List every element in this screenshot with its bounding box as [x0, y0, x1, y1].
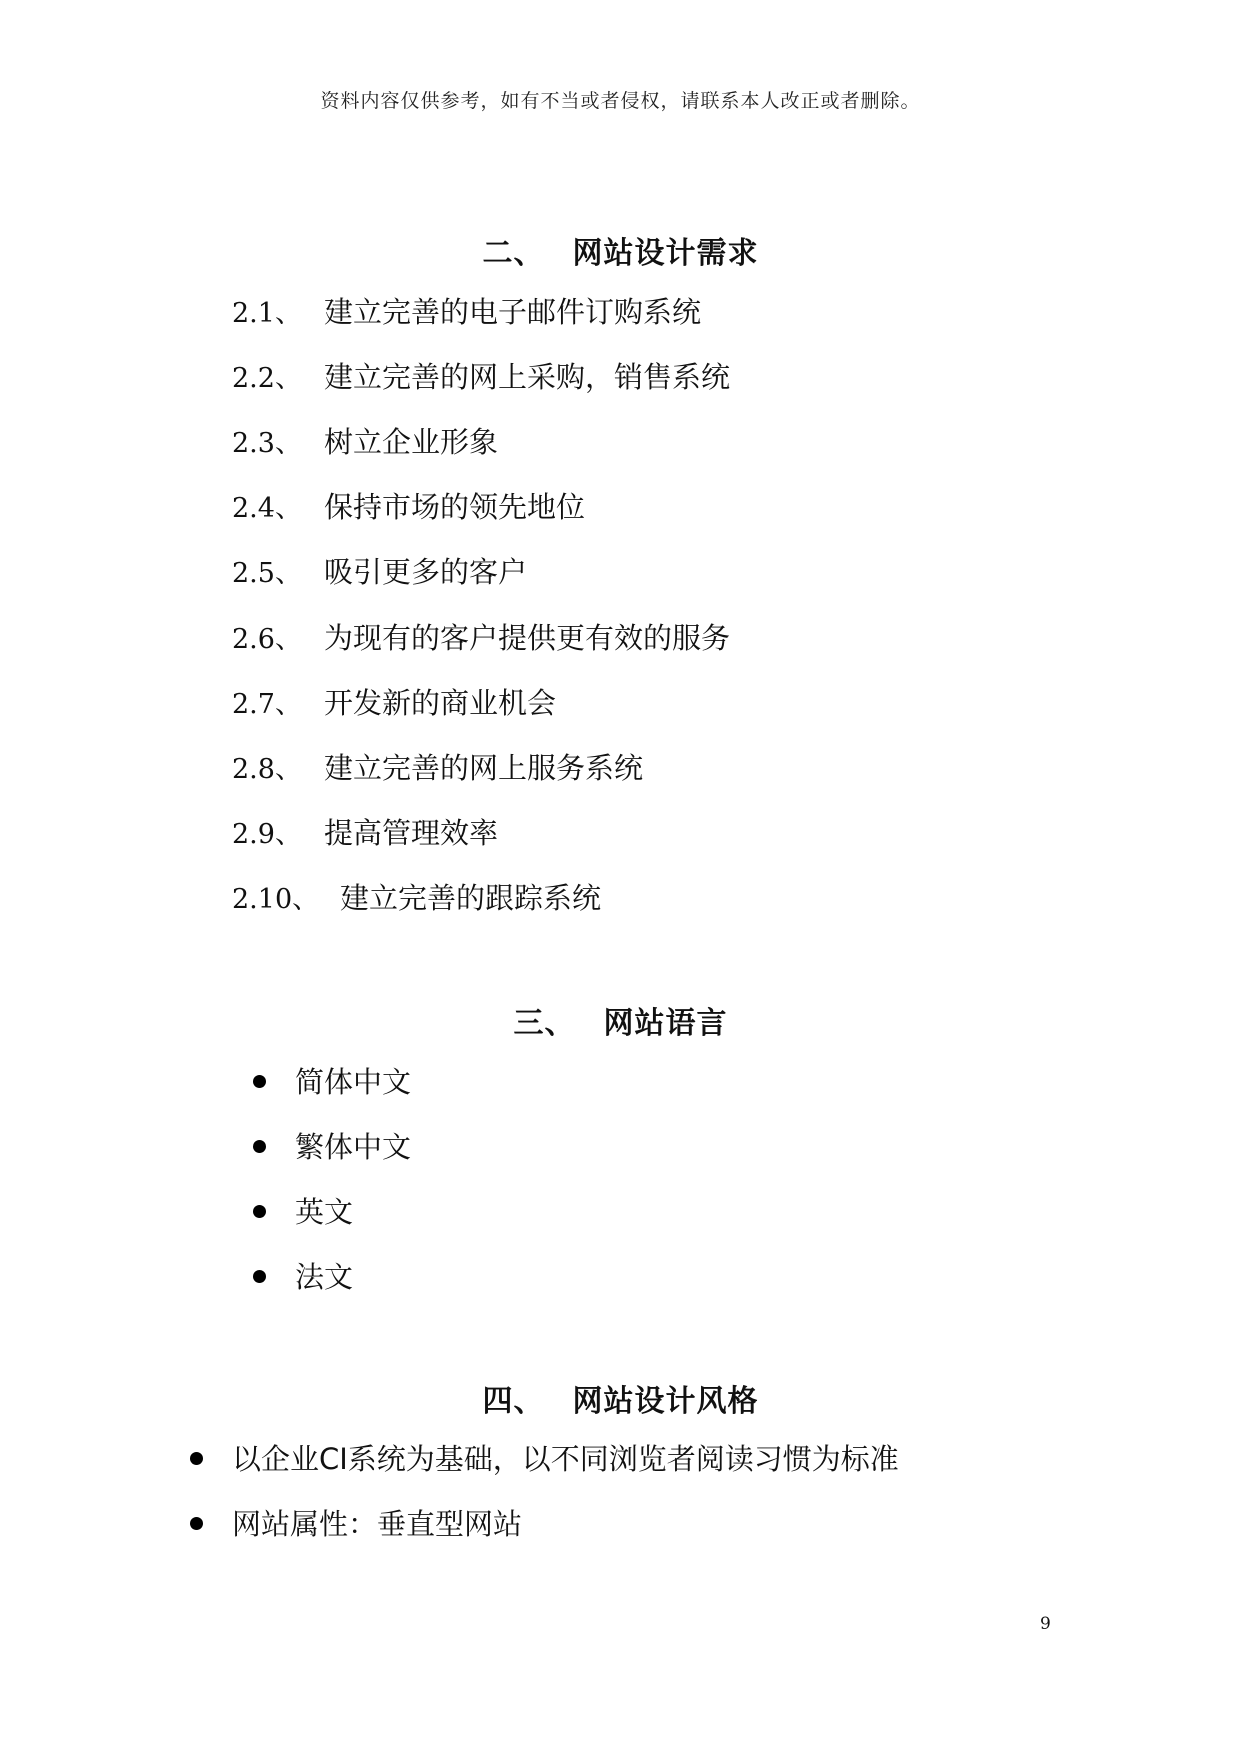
requirement-number: 2.6、 [232, 624, 302, 655]
requirement-number: 2.10、 [232, 884, 320, 915]
requirement-item [232, 620, 730, 658]
requirement-number: 2.4、 [232, 493, 302, 524]
section-number: 二、 [482, 236, 545, 271]
bullet-icon [253, 1140, 266, 1153]
bullet-icon [190, 1517, 203, 1530]
section-heading-requirements [0, 228, 1241, 272]
style-item [190, 1506, 522, 1542]
requirement-text: 树立企业形象 [324, 425, 499, 459]
requirement-item [232, 359, 730, 397]
requirement-text: 吸引更多的客户 [324, 555, 528, 589]
language-text: 英文 [295, 1195, 354, 1229]
language-text: 简体中文 [295, 1065, 412, 1099]
section-title: 网站设计风格 [572, 1384, 759, 1419]
page-number: 9 [1040, 1614, 1051, 1634]
requirement-item [232, 294, 701, 332]
requirement-text: 提高管理效率 [324, 816, 499, 850]
requirement-number: 2.5、 [232, 558, 302, 589]
bullet-icon [190, 1452, 203, 1465]
requirement-number: 2.2、 [232, 363, 302, 394]
style-text: 网站属性：垂直型网站 [232, 1507, 523, 1541]
section-number: 三、 [513, 1006, 576, 1041]
header-disclaimer: 资料内容仅供参考，如有不当或者侵权，请联系本人改正或者删除。 [320, 90, 921, 112]
section-heading-style [0, 1376, 1241, 1420]
requirement-item [232, 489, 585, 527]
requirement-text: 开发新的商业机会 [324, 686, 557, 720]
requirement-text: 建立完善的电子邮件订购系统 [324, 295, 702, 329]
bullet-icon [253, 1075, 266, 1088]
requirement-number: 2.7、 [232, 689, 302, 720]
requirement-number: 2.9、 [232, 819, 302, 850]
requirement-text: 为现有的客户提供更有效的服务 [324, 621, 731, 655]
requirement-text: 建立完善的网上采购，销售系统 [324, 360, 731, 394]
requirement-text: 保持市场的领先地位 [324, 490, 586, 524]
bullet-icon [253, 1205, 266, 1218]
section-title: 网站语言 [603, 1006, 728, 1041]
requirement-item [232, 750, 643, 788]
requirement-item [232, 554, 527, 592]
requirement-item [232, 880, 601, 918]
requirement-item [232, 815, 498, 853]
requirement-number: 2.1、 [232, 298, 302, 329]
style-item [190, 1441, 899, 1477]
language-text: 繁体中文 [295, 1130, 412, 1164]
requirement-number: 2.3、 [232, 428, 302, 459]
requirement-number: 2.8、 [232, 754, 302, 785]
style-text: 以企业CI系统为基础，以不同浏览者阅读习惯为标准 [232, 1442, 899, 1476]
requirement-item [232, 424, 498, 462]
language-item [253, 1259, 353, 1295]
language-item [253, 1129, 411, 1165]
requirement-text: 建立完善的跟踪系统 [340, 881, 602, 915]
language-text: 法文 [295, 1260, 354, 1294]
section-heading-languages [0, 998, 1241, 1042]
bullet-icon [253, 1270, 266, 1283]
requirement-item [232, 685, 556, 723]
language-item [253, 1064, 411, 1100]
requirement-text: 建立完善的网上服务系统 [324, 751, 644, 785]
section-number: 四、 [482, 1384, 545, 1419]
language-item [253, 1194, 353, 1230]
section-title: 网站设计需求 [572, 236, 759, 271]
